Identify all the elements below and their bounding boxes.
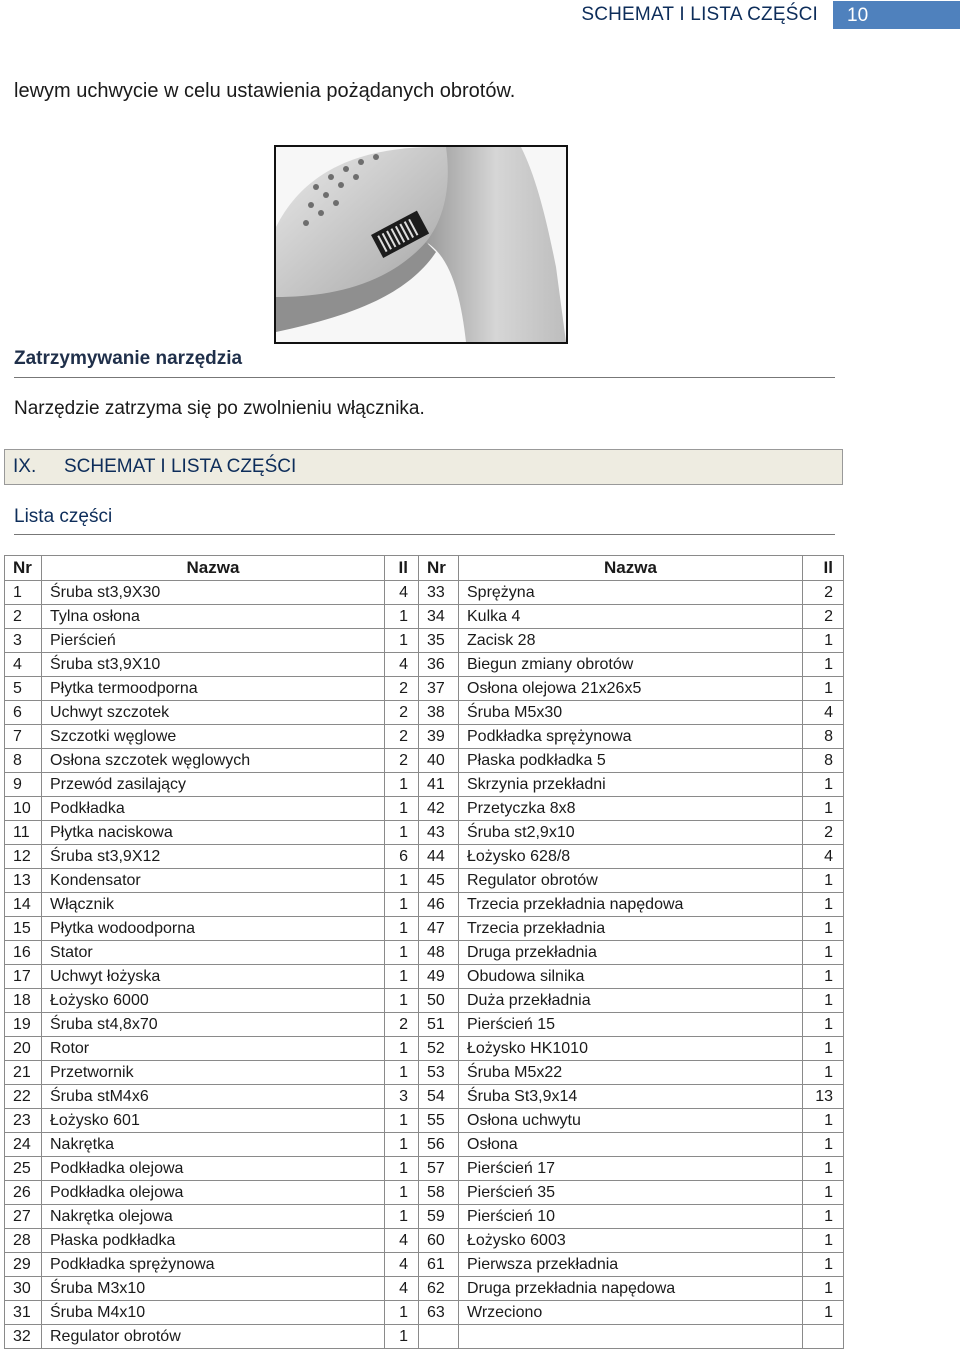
column-header-nazwa: Nazwa [459,556,803,581]
stop-tool-text: Narzędzie zatrzyma się po zwolnieniu włącznika. [14,398,425,419]
cell-name: Zacisk 28 [459,629,803,653]
cell-nr: 2 [5,605,42,629]
cell-nr: 35 [419,629,459,653]
table-row [5,965,844,989]
cell-name: Osłona olejowa 21x26x5 [459,677,803,701]
cell-nr: 54 [419,1085,459,1109]
cell-name: Kondensator [42,869,385,893]
table-row [5,773,844,797]
cell-qty: 8 [803,749,844,773]
cell-qty: 1 [385,1181,419,1205]
cell-qty: 1 [803,1013,844,1037]
cell-nr: 33 [419,581,459,605]
cell-nr: 59 [419,1205,459,1229]
cell-name: Śruba M5x30 [459,701,803,725]
cell-qty: 1 [385,1061,419,1085]
cell-qty: 4 [803,701,844,725]
cell-name: Śruba st2,9x10 [459,821,803,845]
cell-nr: 32 [5,1325,42,1349]
cell-name: Podkładka olejowa [42,1157,385,1181]
table-row [5,917,844,941]
cell-name: Osłona szczotek węglowych [42,749,385,773]
cell-name: Śruba stM4x6 [42,1085,385,1109]
cell-nr: 41 [419,773,459,797]
cell-qty: 1 [803,965,844,989]
cell-name: Przetwornik [42,1061,385,1085]
cell-name: Pierścień 35 [459,1181,803,1205]
cell-nr: 9 [5,773,42,797]
cell-name: Przetyczka 8x8 [459,797,803,821]
cell-qty: 2 [385,677,419,701]
cell-qty: 1 [385,773,419,797]
cell-nr: 60 [419,1229,459,1253]
cell-nr: 49 [419,965,459,989]
cell-nr: 17 [5,965,42,989]
table-row [5,1085,844,1109]
cell-qty: 1 [385,869,419,893]
cell-name: Uchwyt szczotek [42,701,385,725]
cell-qty: 1 [803,1037,844,1061]
cell-nr: 47 [419,917,459,941]
cell-nr: 21 [5,1061,42,1085]
table-row [5,845,844,869]
table-row [5,677,844,701]
table-row [5,581,844,605]
cell-qty: 1 [803,1181,844,1205]
cell-name: Osłona uchwytu [459,1109,803,1133]
cell-nr: 34 [419,605,459,629]
cell-qty: 1 [385,917,419,941]
table-row [5,653,844,677]
cell-qty: 1 [385,1301,419,1325]
table-row [5,1253,844,1277]
cell-name: Pierścień 15 [459,1013,803,1037]
cell-name: Podkładka [42,797,385,821]
table-row [5,821,844,845]
cell-name: Łożysko 6003 [459,1229,803,1253]
cell-name: Śruba St3,9x14 [459,1085,803,1109]
cell-name: Podkładka olejowa [42,1181,385,1205]
cell-qty: 1 [803,1157,844,1181]
cell-name: Włącznik [42,893,385,917]
cell-nr: 63 [419,1301,459,1325]
cell-qty: 1 [803,773,844,797]
cell-name: Stator [42,941,385,965]
cell-qty: 1 [385,1037,419,1061]
cell-qty: 1 [803,917,844,941]
cell-qty: 4 [385,1253,419,1277]
cell-nr: 27 [5,1205,42,1229]
cell-name: Wrzeciono [459,1301,803,1325]
cell-nr: 11 [5,821,42,845]
cell-name: Przewód zasilający [42,773,385,797]
table-row [5,893,844,917]
cell-name: Regulator obrotów [42,1325,385,1349]
cell-nr: 42 [419,797,459,821]
cell-qty: 1 [385,893,419,917]
cell-nr: 10 [5,797,42,821]
page-number-badge: 10 [833,1,960,29]
table-row [5,1037,844,1061]
cell-name [459,1325,803,1349]
cell-nr: 58 [419,1181,459,1205]
cell-qty: 3 [385,1085,419,1109]
table-row [5,725,844,749]
table-row [5,941,844,965]
cell-nr: 29 [5,1253,42,1277]
cell-name: Tylna osłona [42,605,385,629]
cell-qty: 6 [385,845,419,869]
column-header-nazwa: Nazwa [42,556,385,581]
cell-nr: 16 [5,941,42,965]
cell-nr: 24 [5,1133,42,1157]
cell-name: Podkładka sprężynowa [459,725,803,749]
table-row [5,701,844,725]
cell-qty: 4 [385,1277,419,1301]
intro-paragraph: lewym uchwycie w celu ustawienia pożądanych obrotów. [14,80,516,102]
cell-name: Regulator obrotów [459,869,803,893]
cell-name: Biegun zmiany obrotów [459,653,803,677]
cell-name: Pierścień 17 [459,1157,803,1181]
tool-handle-illustration [276,147,566,342]
page-header-title: SCHEMAT I LISTA CZĘŚCI [581,4,818,25]
cell-qty: 1 [385,605,419,629]
heading-underline [14,534,835,535]
table-row [5,1301,844,1325]
cell-name: Szczotki węglowe [42,725,385,749]
cell-qty: 1 [803,1109,844,1133]
cell-name: Śruba M3x10 [42,1277,385,1301]
cell-nr: 1 [5,581,42,605]
cell-name: Skrzynia przekładni [459,773,803,797]
table-row [5,1325,844,1349]
section-title: SCHEMAT I LISTA CZĘŚCI [64,456,297,477]
cell-qty: 1 [803,677,844,701]
cell-nr: 13 [5,869,42,893]
cell-name: Łożysko 601 [42,1109,385,1133]
cell-qty: 2 [385,1013,419,1037]
cell-name: Sprężyna [459,581,803,605]
cell-qty: 2 [803,581,844,605]
cell-name: Pierwsza przekładnia [459,1253,803,1277]
cell-name: Śruba st3,9X10 [42,653,385,677]
table-row [5,749,844,773]
table-row [5,1205,844,1229]
cell-name: Rotor [42,1037,385,1061]
cell-nr: 56 [419,1133,459,1157]
cell-qty: 1 [803,869,844,893]
cell-nr: 7 [5,725,42,749]
cell-name: Osłona [459,1133,803,1157]
cell-nr: 6 [5,701,42,725]
cell-name: Kulka 4 [459,605,803,629]
cell-qty: 1 [385,1109,419,1133]
cell-qty: 1 [385,989,419,1013]
cell-qty: 1 [803,989,844,1013]
cell-nr: 5 [5,677,42,701]
parts-table [4,555,844,1349]
cell-nr: 19 [5,1013,42,1037]
cell-name: Śruba M4x10 [42,1301,385,1325]
cell-qty: 4 [385,581,419,605]
cell-name: Nakrętka olejowa [42,1205,385,1229]
table-row [5,1277,844,1301]
cell-qty: 1 [385,1157,419,1181]
cell-name: Płytka wodoodporna [42,917,385,941]
cell-nr [419,1325,459,1349]
cell-qty: 1 [385,965,419,989]
cell-nr: 26 [5,1181,42,1205]
cell-qty: 1 [803,1253,844,1277]
cell-nr: 43 [419,821,459,845]
cell-name: Płytka naciskowa [42,821,385,845]
cell-nr: 22 [5,1085,42,1109]
cell-name: Druga przekładnia [459,941,803,965]
section-heading-box [4,449,843,485]
table-row [5,797,844,821]
cell-qty: 4 [385,1229,419,1253]
cell-name: Płytka termoodporna [42,677,385,701]
cell-name: Obudowa silnika [459,965,803,989]
table-row [5,1061,844,1085]
cell-nr: 57 [419,1157,459,1181]
cell-qty: 4 [803,845,844,869]
cell-name: Śruba st3,9X30 [42,581,385,605]
cell-nr: 31 [5,1301,42,1325]
cell-qty [803,1325,844,1349]
parts-list-heading: Lista części [14,506,113,527]
heading-underline [14,377,835,378]
cell-nr: 20 [5,1037,42,1061]
cell-name: Śruba st3,9X12 [42,845,385,869]
cell-nr: 48 [419,941,459,965]
cell-nr: 51 [419,1013,459,1037]
cell-name: Trzecia przekładnia [459,917,803,941]
cell-qty: 1 [803,653,844,677]
cell-qty: 1 [803,1277,844,1301]
table-row [5,869,844,893]
table-row [5,1157,844,1181]
table-row [5,1181,844,1205]
cell-qty: 2 [803,605,844,629]
table-row [5,1229,844,1253]
stop-tool-heading: Zatrzymywanie narzędzia [14,348,243,369]
cell-name: Łożysko HK1010 [459,1037,803,1061]
cell-nr: 15 [5,917,42,941]
cell-nr: 23 [5,1109,42,1133]
cell-nr: 46 [419,893,459,917]
cell-name: Podkładka sprężynowa [42,1253,385,1277]
cell-qty: 4 [385,653,419,677]
cell-qty: 13 [803,1085,844,1109]
column-header-nr: Nr [5,556,42,581]
cell-qty: 1 [803,1205,844,1229]
cell-qty: 1 [803,1229,844,1253]
cell-nr: 38 [419,701,459,725]
column-header-il: Il [803,556,844,581]
cell-qty: 1 [803,893,844,917]
cell-nr: 12 [5,845,42,869]
cell-nr: 55 [419,1109,459,1133]
table-row [5,1109,844,1133]
cell-nr: 36 [419,653,459,677]
cell-name: Płaska podkładka [42,1229,385,1253]
cell-qty: 1 [385,1325,419,1349]
cell-qty: 1 [385,821,419,845]
cell-nr: 18 [5,989,42,1013]
cell-name: Trzecia przekładnia napędowa [459,893,803,917]
cell-nr: 3 [5,629,42,653]
cell-qty: 1 [803,797,844,821]
tool-handle-photo [274,145,568,344]
cell-nr: 61 [419,1253,459,1277]
column-header-il: Il [385,556,419,581]
cell-name: Łożysko 628/8 [459,845,803,869]
cell-name: Duża przekładnia [459,989,803,1013]
cell-nr: 40 [419,749,459,773]
cell-qty: 2 [385,749,419,773]
cell-qty: 1 [385,1133,419,1157]
cell-qty: 2 [385,701,419,725]
table-header-row [5,556,844,581]
table-row [5,989,844,1013]
cell-name: Pierścień 10 [459,1205,803,1229]
cell-nr: 44 [419,845,459,869]
cell-nr: 14 [5,893,42,917]
cell-nr: 39 [419,725,459,749]
cell-nr: 4 [5,653,42,677]
cell-name: Druga przekładnia napędowa [459,1277,803,1301]
cell-qty: 1 [803,629,844,653]
cell-nr: 50 [419,989,459,1013]
table-row [5,605,844,629]
cell-qty: 1 [385,797,419,821]
cell-nr: 53 [419,1061,459,1085]
cell-nr: 45 [419,869,459,893]
cell-name: Nakrętka [42,1133,385,1157]
column-header-nr: Nr [419,556,459,581]
cell-nr: 28 [5,1229,42,1253]
table-row [5,1013,844,1037]
cell-name: Uchwyt łożyska [42,965,385,989]
cell-nr: 25 [5,1157,42,1181]
cell-name: Śruba st4,8x70 [42,1013,385,1037]
cell-qty: 1 [803,941,844,965]
cell-qty: 2 [803,821,844,845]
cell-qty: 2 [385,725,419,749]
cell-qty: 1 [803,1133,844,1157]
cell-name: Pierścień [42,629,385,653]
table-row [5,629,844,653]
table-row [5,1133,844,1157]
cell-nr: 62 [419,1277,459,1301]
section-number: IX. [13,456,37,477]
cell-nr: 52 [419,1037,459,1061]
cell-nr: 37 [419,677,459,701]
cell-name: Łożysko 6000 [42,989,385,1013]
cell-qty: 8 [803,725,844,749]
cell-qty: 1 [385,941,419,965]
cell-qty: 1 [385,629,419,653]
cell-qty: 1 [803,1301,844,1325]
cell-name: Płaska podkładka 5 [459,749,803,773]
cell-name: Śruba M5x22 [459,1061,803,1085]
cell-qty: 1 [803,1061,844,1085]
cell-nr: 30 [5,1277,42,1301]
cell-qty: 1 [385,1205,419,1229]
cell-nr: 8 [5,749,42,773]
